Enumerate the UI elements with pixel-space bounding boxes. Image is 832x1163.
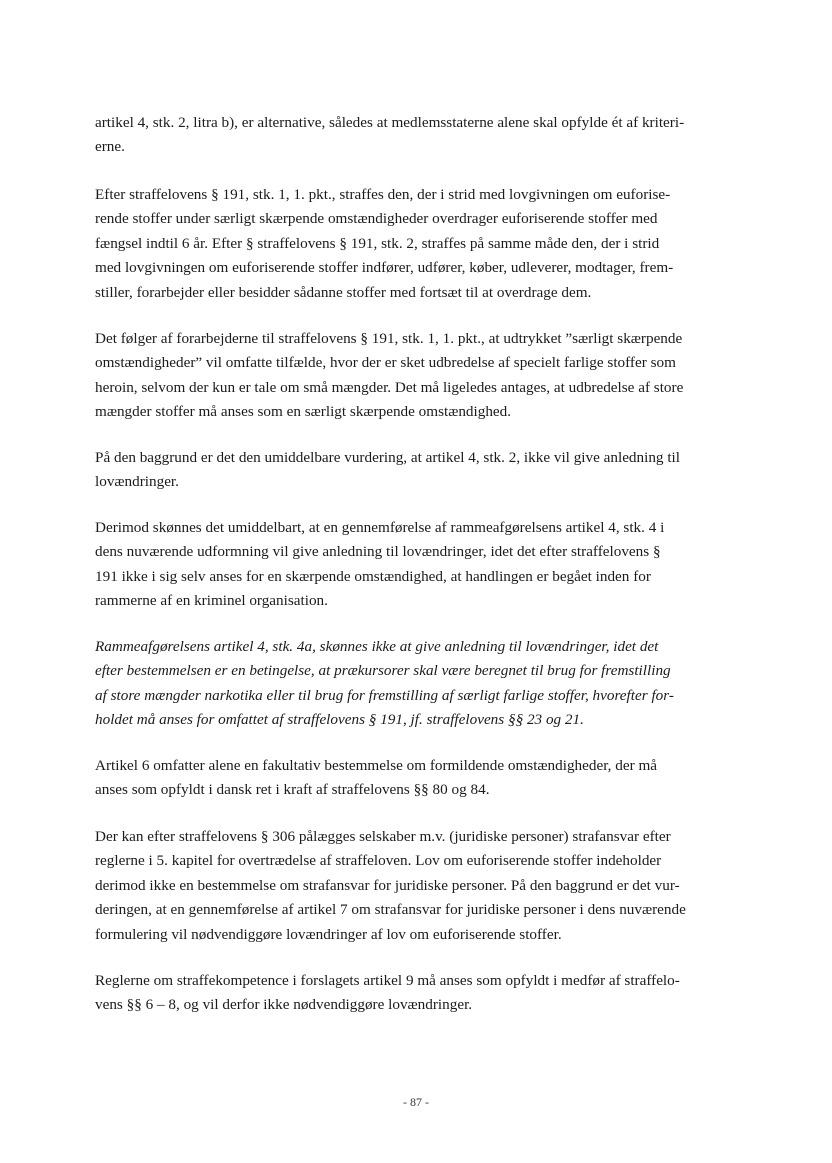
page-number: - 87 -	[403, 1095, 429, 1109]
paragraph-article-4-stk-4a	[95, 635, 760, 733]
text-line: 191 ikke i sig selv anses for en skærpende omstændighed, at handlingen er begået inden for	[95, 567, 651, 585]
paragraph-article-4-stk-4	[95, 516, 760, 614]
text-line: formulering vil nødvendiggøre lovændringer af lov om euforiserende stoffer.	[95, 925, 562, 943]
text-line: erne.	[95, 138, 125, 156]
paragraph-article-7	[95, 825, 760, 947]
text-line: dens nuværende udformning vil give anledning til lovændringer, idet det efter straffelovens §	[95, 543, 661, 561]
text-line: rende stoffer under særligt skærpende omstændigheder overdrager euforiserende stoffer med	[95, 210, 658, 228]
text-line: Rammeafgørelsens artikel 4, stk. 4a, skønnes ikke at give anledning til lovændringer, idet det	[95, 638, 659, 655]
text-line: mængder stoffer må anses som en særligt skærpende omstændighed.	[95, 403, 512, 421]
text-line: efter bestemmelsen er en betingelse, at prækursorer skal være beregnet til brug for fremstilling	[95, 662, 671, 680]
paragraph-section-191	[95, 183, 760, 305]
text-line: Der kan efter straffelovens § 306 pålægges selskaber m.v. (juridiske personer) strafansvar efter	[95, 828, 671, 845]
text-line: vens §§ 6 – 8, og vil derfor ikke nødvendiggøre lovændringer.	[95, 996, 473, 1014]
text-line: På den baggrund er det den umiddelbare vurdering, at artikel 4, stk. 2, ikke vil give anledning til	[95, 449, 680, 466]
text-line: rammerne af en kriminel organisation.	[95, 592, 328, 610]
paragraph-article-9	[95, 969, 760, 1018]
text-line: anses som opfyldt i dansk ret i kraft af straffelovens §§ 80 og 84.	[95, 781, 490, 799]
text-line: derimod ikke en bestemmelse om strafansvar for juridiske personer. På den baggrund er det vur-	[95, 876, 680, 894]
paragraph-assessment	[95, 446, 760, 495]
text-line: Det følger af forarbejderne til straffelovens § 191, stk. 1, 1. pkt., at udtrykket ”særligt skærpende	[95, 330, 683, 347]
text-line: lovændringer.	[95, 473, 179, 491]
text-line: omstændigheder” vil omfatte tilfælde, hvor der er sket udbredelse af specielt farlige stoffer som	[95, 354, 676, 372]
text-line: reglerne i 5. kapitel for overtrædelse af straffeloven. Lov om euforiserende stoffer indeholder	[95, 852, 662, 870]
text-line: holdet må anses for omfattet af straffelovens § 191, jf. straffelovens §§ 23 og 21.	[95, 711, 584, 729]
text-line: Reglerne om straffekompetence i forslagets artikel 9 må anses som opfyldt i medfør af straffelo-	[95, 972, 680, 989]
paragraph-criteria	[95, 111, 760, 160]
text-line: af store mængder narkotika eller til brug for fremstilling af særligt farlige stoffer, hvorefter for-	[95, 686, 674, 704]
text-line: stiller, forarbejder eller besidder sådanne stoffer med fortsæt til at overdrage dem.	[95, 283, 592, 301]
text-line: Artikel 6 omfatter alene en fakultativ bestemmelse om formildende omstændigheder, der må	[95, 757, 657, 774]
text-line: artikel 4, stk. 2, litra b), er alternative, således at medlemsstaterne alene skal opfylde ét af kriteri-	[95, 114, 685, 131]
text-line: med lovgivningen om euforiserende stoffer indfører, udfører, køber, udleverer, modtager, frem-	[95, 259, 674, 277]
paragraph-article-6	[95, 754, 760, 803]
text-line: deringen, at en gennemførelse af artikel 7 om strafansvar for juridiske personer i dens nuværende	[95, 901, 686, 919]
text-line: Efter straffelovens § 191, stk. 1, 1. pkt., straffes den, der i strid med lovgivningen om euforise-	[95, 186, 671, 203]
text-line: fængsel indtil 6 år. Efter § straffelovens § 191, stk. 2, straffes på samme måde den, der i strid	[95, 234, 660, 252]
text-line: Derimod skønnes det umiddelbart, at en gennemførelse af rammeafgørelsens artikel 4, stk. 4 i	[95, 519, 665, 536]
text-line: heroin, selvom der kun er tale om små mængder. Det må ligeledes antages, at udbredelse af store	[95, 378, 684, 396]
paragraph-preparatory-works	[95, 327, 760, 425]
